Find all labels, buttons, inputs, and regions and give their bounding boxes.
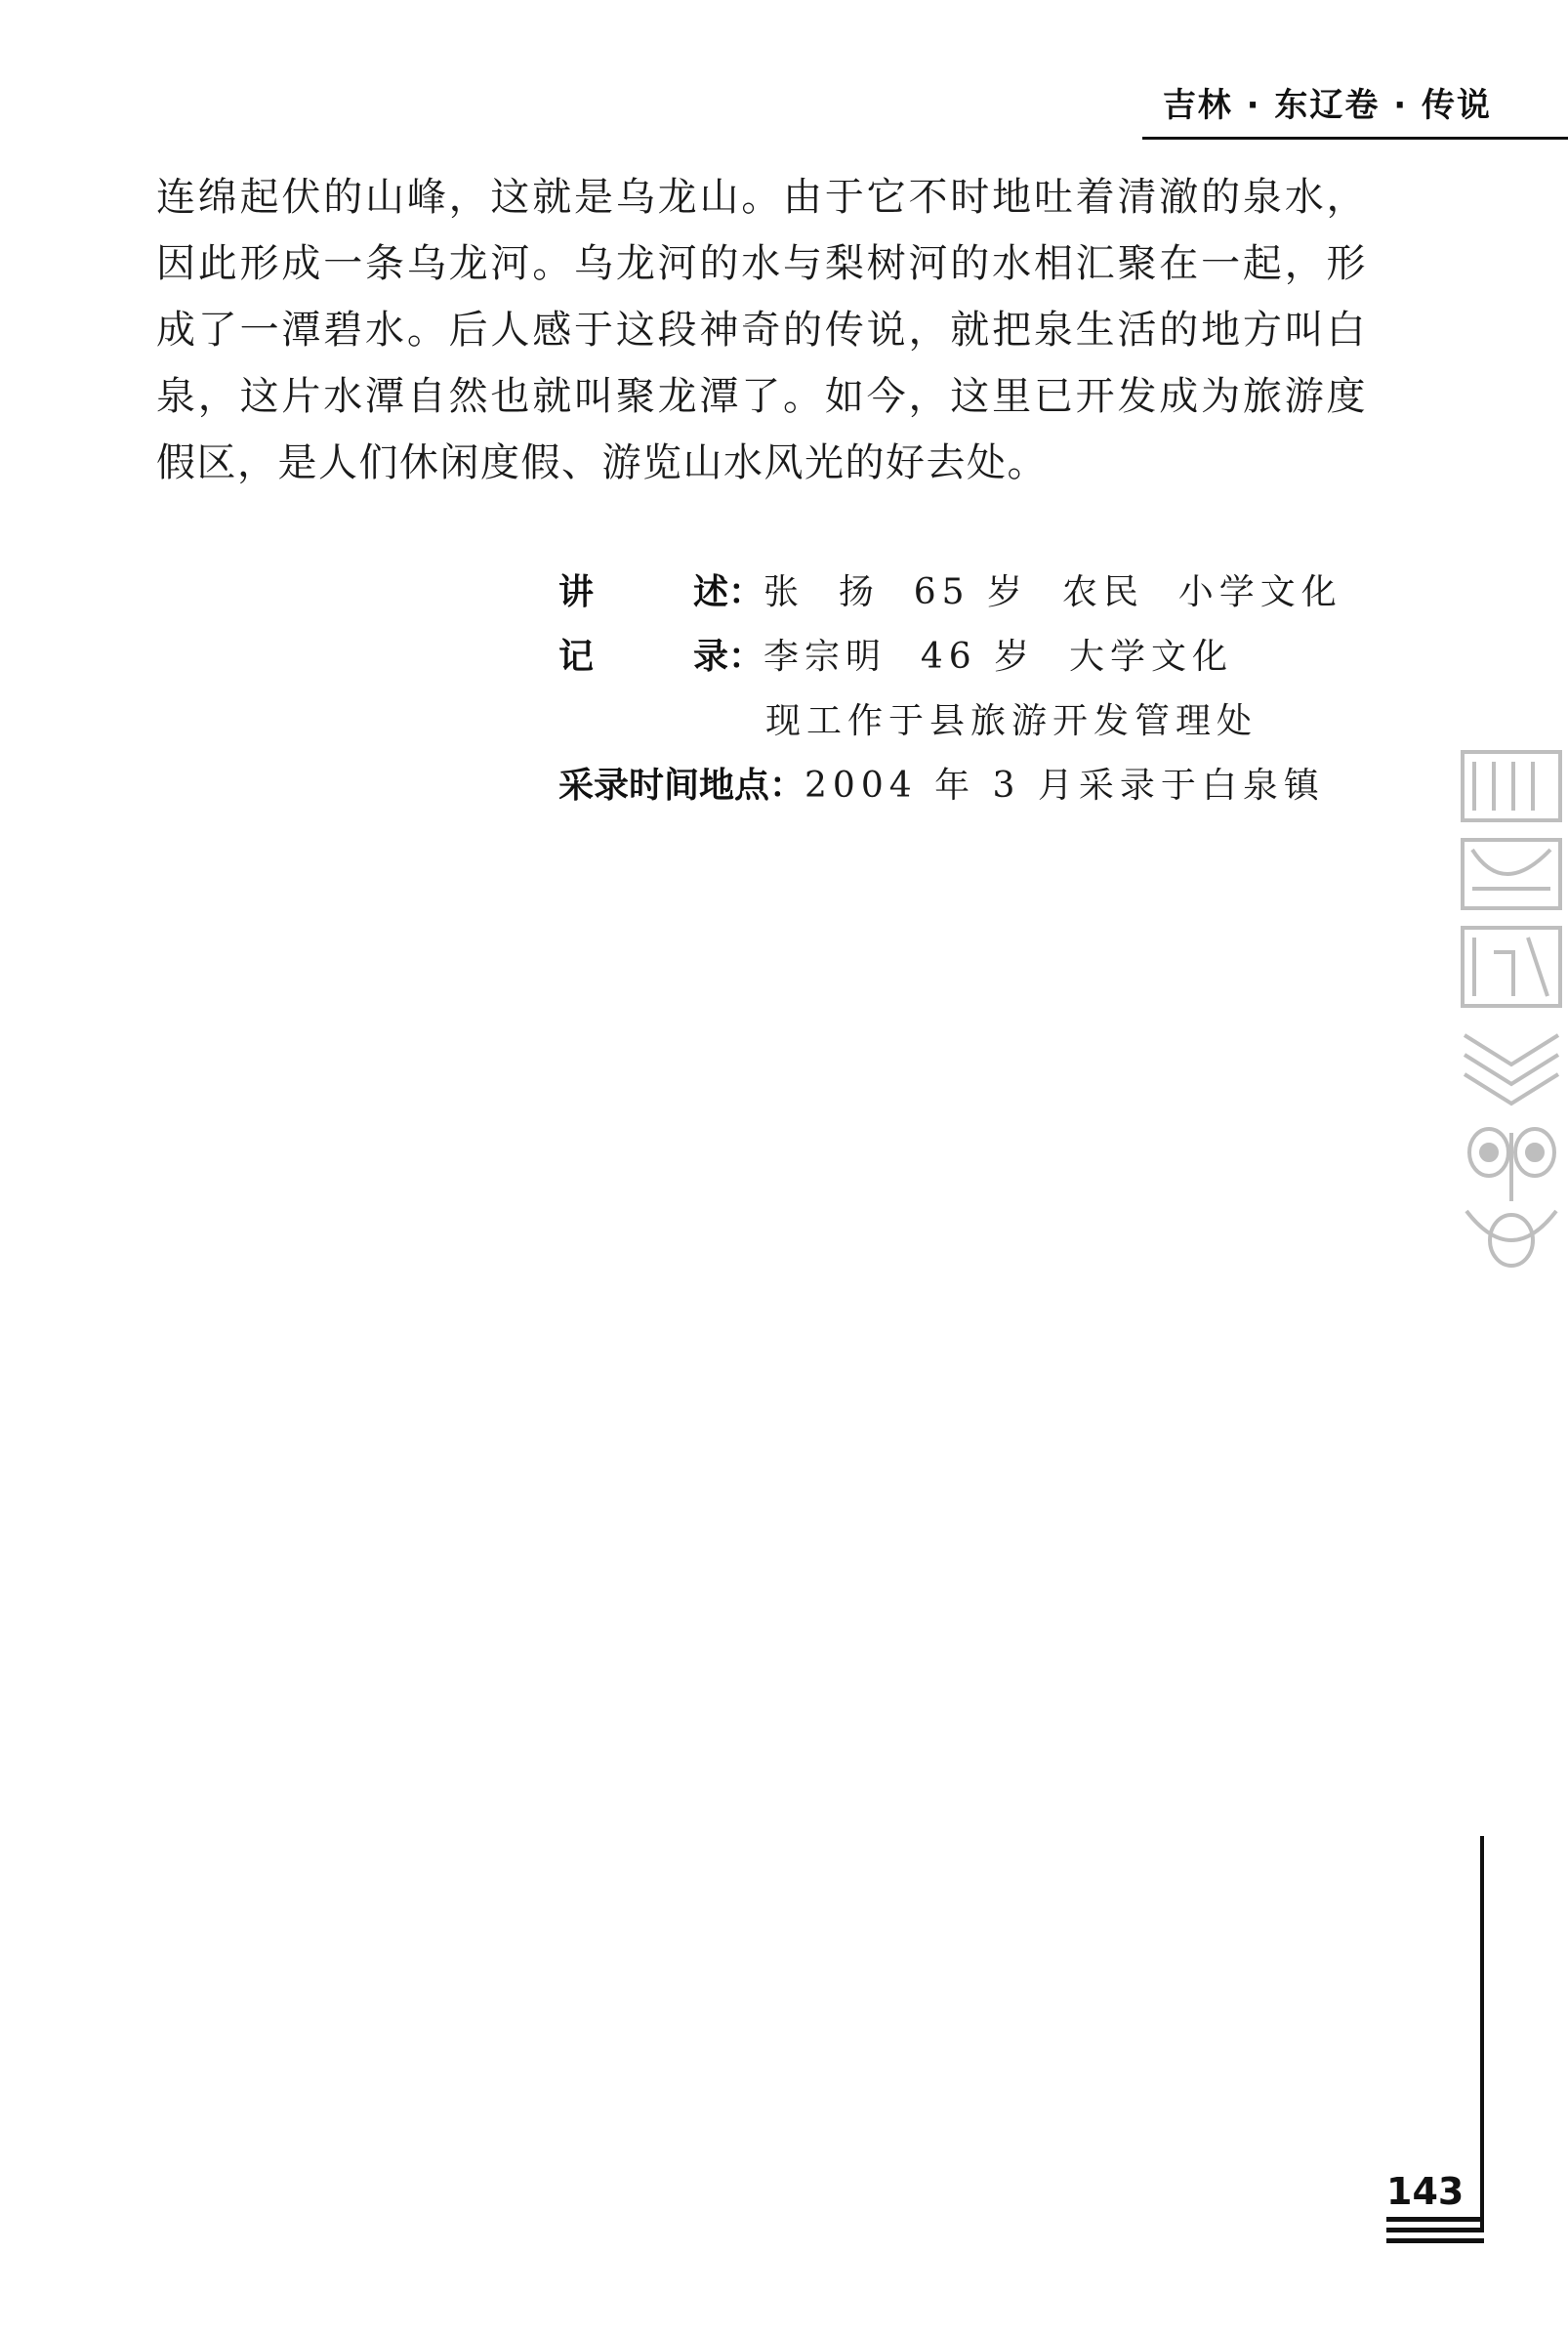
recorder-note: 现工作于县旅游开发管理处 bbox=[765, 701, 1259, 741]
header-rule bbox=[1142, 137, 1568, 140]
recorder-note-row bbox=[558, 693, 1437, 758]
recorder-row bbox=[558, 629, 1437, 693]
footer-bar bbox=[1386, 2217, 1484, 2222]
recorder-label: 记 录： bbox=[558, 637, 763, 677]
vertical-rule bbox=[1480, 1836, 1484, 2229]
footer-bars bbox=[1386, 2217, 1484, 2249]
body-paragraph: 连绵起伏的山峰，这就是乌龙山。由于它不时地吐着清澈的泉水，因此形成一条乌龙河。乌龙河的水与梨树河的水相汇聚在一起，形成了一潭碧水。后人感于这段神奇的传说，就把泉生活的地方叫白泉，这片水潭自然也就叫聚龙潭了。如今，这里已开发成为旅游度假区，是人们休闲度假、游览山水风光的好去处。 bbox=[156, 175, 1367, 485]
footer-bar bbox=[1386, 2238, 1484, 2243]
narrator-label: 讲 述： bbox=[558, 572, 763, 612]
time-place-label: 采录时间地点： bbox=[558, 766, 805, 806]
narrator-value: 张 扬 65 岁 农民 小学文化 bbox=[763, 572, 1342, 612]
time-place-row bbox=[558, 758, 1437, 822]
credits-block bbox=[558, 564, 1437, 822]
page-number: 143 bbox=[1386, 2170, 1465, 2213]
running-header: 吉林 · 东辽卷 · 传说 bbox=[1162, 86, 1492, 125]
time-place-value: 2004 年 3 月采录于白泉镇 bbox=[805, 766, 1325, 806]
footer-bar bbox=[1386, 2228, 1484, 2232]
recorder-value: 李宗明 46 岁 大学文化 bbox=[763, 637, 1234, 677]
decorative-mask-ornament bbox=[1455, 742, 1568, 1289]
narrator-row bbox=[558, 564, 1437, 629]
